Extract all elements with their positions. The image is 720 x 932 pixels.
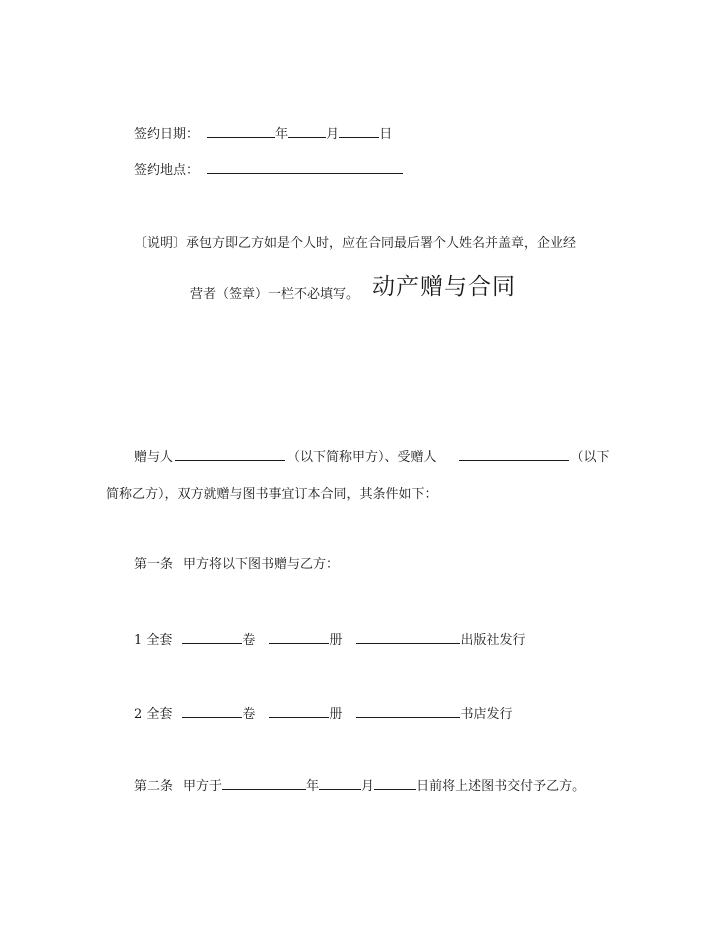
article-1-text: 甲方将以下图书赠与乙方： [183, 557, 340, 572]
item-2-book-blank[interactable] [269, 704, 329, 718]
article-2-month-label: 月 [361, 779, 375, 794]
item-1-volume-blank[interactable] [182, 630, 242, 644]
donor-suffix: （以下简称甲方）、受赠人 [287, 450, 437, 465]
donor-blank[interactable] [175, 447, 285, 461]
item-2-volume-blank[interactable] [182, 704, 242, 718]
item-2-publisher-label: 书店发行 [460, 707, 513, 722]
signing-place-blank[interactable] [207, 160, 403, 174]
book-item-1 [134, 630, 525, 649]
article-2-prefix: 甲方于 [183, 779, 223, 794]
item-1-publisher-blank[interactable] [356, 630, 460, 644]
item-1-book-blank[interactable] [269, 630, 329, 644]
article-1 [134, 557, 339, 573]
parties-line-1 [134, 447, 610, 466]
article-2-day-blank[interactable] [374, 776, 416, 790]
signing-place-label: 签约地点： [134, 163, 200, 178]
article-2-suffix: 日前将上述图书交付予乙方。 [416, 779, 586, 794]
note-line-1: 〔说明〕承包方即乙方如是个人时，应在合同最后署个人姓名并盖章，企业经 [134, 236, 577, 251]
donor-label: 赠与人 [134, 450, 174, 465]
recipient-blank[interactable] [459, 447, 569, 461]
article-2 [134, 776, 585, 795]
item-2-publisher-blank[interactable] [356, 704, 460, 718]
item-2-prefix: 2 全套 [134, 707, 173, 722]
item-2-volume-label: 卷 [242, 707, 256, 722]
signing-date-line [134, 124, 392, 143]
signing-date-label: 签约日期： [134, 127, 200, 142]
book-item-2 [134, 704, 512, 723]
page-title: 动产赠与合同 [372, 274, 516, 300]
signing-year-blank[interactable] [207, 124, 275, 138]
signing-place-line [134, 160, 403, 179]
note-line-2: 营者（签章）一栏不必填写。 [190, 287, 360, 302]
item-1-book-label: 册 [329, 633, 343, 648]
recipient-suffix: （以下 [570, 450, 610, 465]
item-1-volume-label: 卷 [242, 633, 256, 648]
signing-year-label: 年 [275, 127, 289, 142]
article-2-year-label: 年 [306, 779, 320, 794]
article-2-month-blank[interactable] [319, 776, 361, 790]
item-1-publisher-label: 出版社发行 [460, 633, 526, 648]
article-1-label: 第一条 [134, 557, 174, 572]
signing-day-blank[interactable] [339, 124, 379, 138]
signing-day-label: 日 [379, 127, 393, 142]
article-2-label: 第二条 [134, 779, 174, 794]
signing-month-label: 月 [326, 127, 340, 142]
item-1-prefix: 1 全套 [134, 633, 173, 648]
signing-month-blank[interactable] [288, 124, 326, 138]
article-2-year-blank[interactable] [222, 776, 306, 790]
parties-line-2: 简称乙方），双方就赠与图书事宜订本合同，其条件如下： [106, 487, 438, 502]
item-2-book-label: 册 [329, 707, 343, 722]
